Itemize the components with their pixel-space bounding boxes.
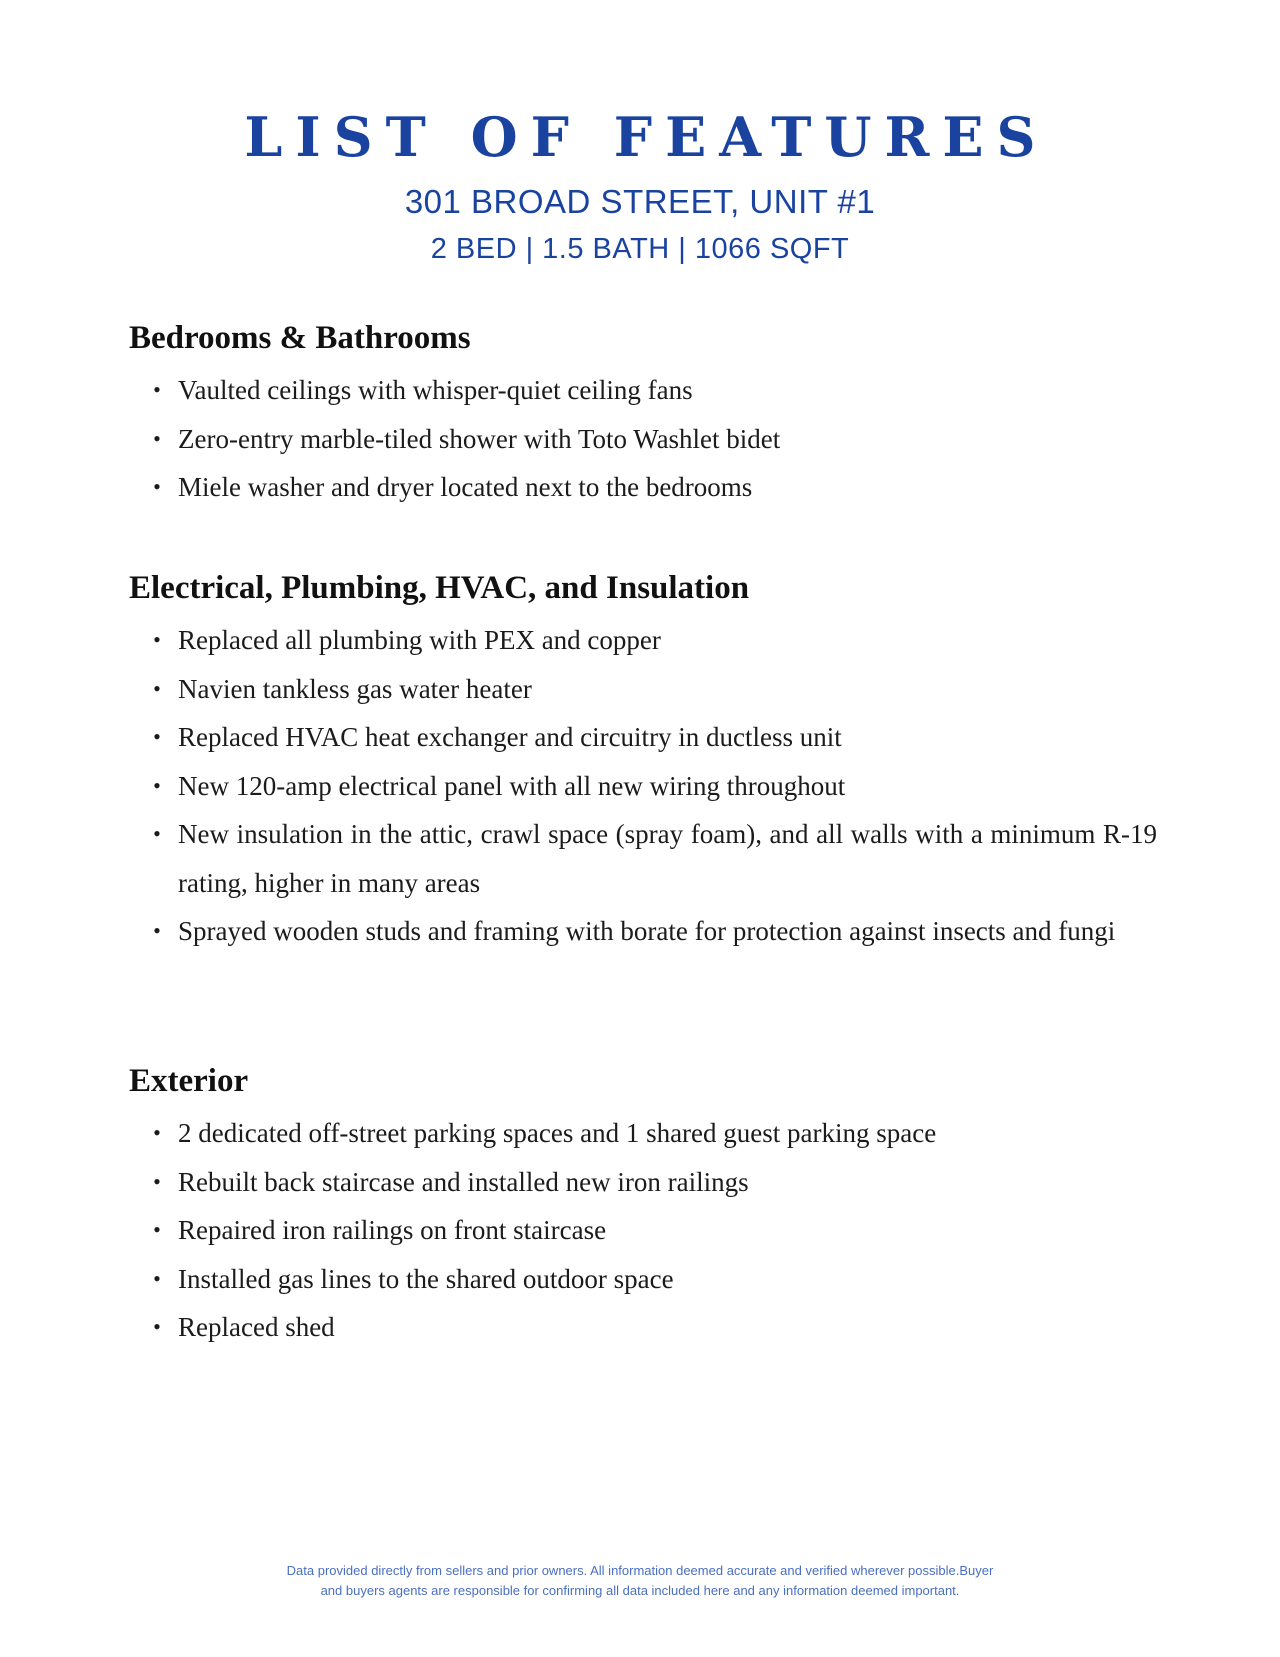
section-heading: Bedrooms & Bathrooms xyxy=(129,320,471,356)
list-item xyxy=(129,415,1157,464)
feature-list xyxy=(129,616,1157,956)
bullet-icon: • xyxy=(153,675,161,701)
list-item-text: Replaced shed xyxy=(178,1312,335,1342)
list-item xyxy=(129,810,1157,907)
list-item-text: Replaced all plumbing with PEX and copper xyxy=(178,625,661,655)
list-item xyxy=(129,762,1157,811)
list-item xyxy=(129,713,1157,762)
section-electrical-plumbing-hvac xyxy=(129,566,1157,956)
bullet-icon: • xyxy=(153,377,161,402)
bullet-icon: • xyxy=(153,627,161,652)
list-item-text: Rebuilt back staircase and installed new iron railings xyxy=(178,1166,749,1197)
list-item-text: 2 dedicated off-street parking spaces and 1 shared guest parking space xyxy=(178,1118,937,1148)
list-item-text: Sprayed wooden studs and framing with borate for protection against insects and fungi xyxy=(178,916,1116,946)
list-item-text: New 120-amp electrical panel with all new wiring throughout xyxy=(178,770,846,801)
bullet-icon: • xyxy=(153,1168,161,1194)
property-specs: 2 BED | 1.5 BATH | 1066 SQFT xyxy=(430,233,850,265)
bullet-icon: • xyxy=(153,724,161,749)
section-bedrooms-bathrooms xyxy=(129,316,1157,512)
list-item xyxy=(129,463,1157,512)
list-item-text: Miele washer and dryer located next to the bedrooms xyxy=(178,472,753,502)
bullet-icon: • xyxy=(153,772,161,798)
list-item xyxy=(129,1109,1157,1158)
list-item xyxy=(129,1303,1157,1352)
page-title: LIST OF FEATURES xyxy=(244,105,1049,169)
bullet-icon: • xyxy=(153,1314,161,1339)
feature-list xyxy=(129,366,1157,512)
list-item-text: New insulation in the attic, crawl space (spray foam), and all walls with a minimum R-19 rating, higher in many areas xyxy=(178,819,1157,898)
list-item xyxy=(129,1255,1157,1304)
bullet-icon: • xyxy=(153,474,161,499)
list-item xyxy=(129,616,1157,665)
list-item-text: Repaired iron railings on front staircase xyxy=(178,1215,607,1245)
section-heading: Exterior xyxy=(129,1063,249,1099)
list-item-text: Installed gas lines to the shared outdoor space xyxy=(178,1263,674,1294)
section-heading: Electrical, Plumbing, HVAC, and Insulation xyxy=(129,570,750,606)
bullet-icon: • xyxy=(153,918,161,943)
list-item xyxy=(129,1158,1157,1207)
list-item-text: Zero-entry marble-tiled shower with Toto Washlet bidet xyxy=(178,423,781,454)
section-exterior xyxy=(129,1059,1157,1352)
feature-list xyxy=(129,1109,1157,1352)
bullet-icon: • xyxy=(153,1120,161,1145)
list-item xyxy=(129,366,1157,415)
list-item-text: Replaced HVAC heat exchanger and circuitry in ductless unit xyxy=(178,722,842,752)
disclaimer-line-2: and buyers agents are responsible for confirming all data included here and any information deemed important. xyxy=(320,1583,960,1598)
list-item xyxy=(129,1206,1157,1255)
list-item-text: Navien tankless gas water heater xyxy=(178,673,532,704)
bullet-icon: • xyxy=(153,1265,161,1291)
disclaimer-footer xyxy=(0,1561,1280,1601)
property-address: 301 BROAD STREET, UNIT #1 xyxy=(404,183,876,220)
bullet-icon: • xyxy=(153,425,161,451)
bullet-icon: • xyxy=(153,1217,161,1242)
disclaimer-line-1: Data provided directly from sellers and prior owners. All information deemed accurate and verified wherever possible.Buyer xyxy=(286,1563,994,1578)
list-item xyxy=(129,665,1157,714)
bullet-icon: • xyxy=(153,821,161,846)
list-item-text: Vaulted ceilings with whisper-quiet ceiling fans xyxy=(178,375,693,405)
list-item xyxy=(129,907,1157,956)
